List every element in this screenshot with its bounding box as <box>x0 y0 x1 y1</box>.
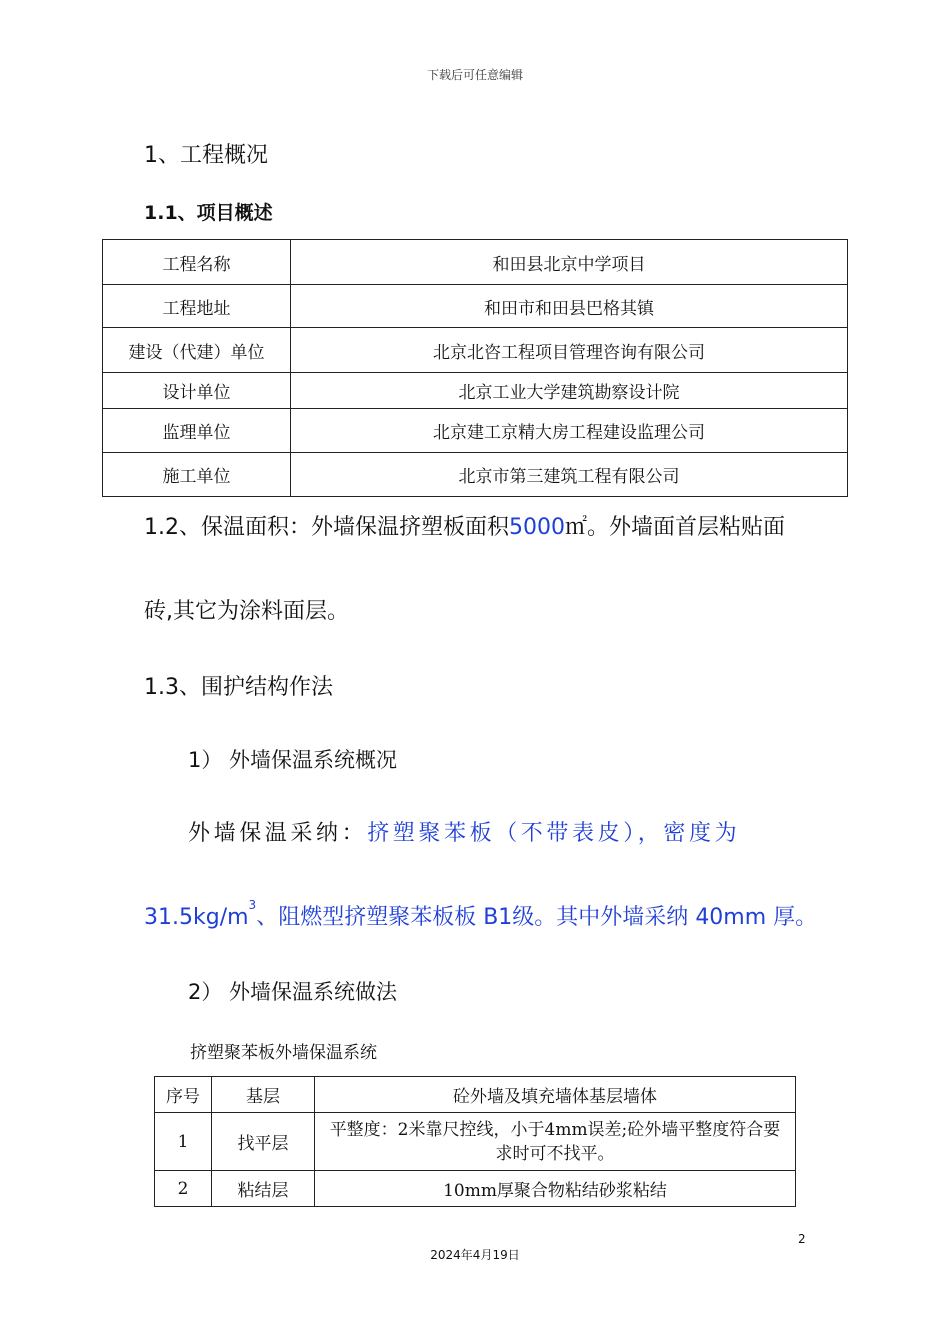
table-caption: 挤塑聚苯板外墙保温系统 <box>190 1043 377 1063</box>
header-cell-layer: 基层 <box>212 1077 315 1113</box>
row-desc: 平整度：2米靠尺控线，小于4mm误差;砼外墙平整度符合要求时可不找平。 <box>315 1113 796 1171</box>
row-value: 和田市和田县巴格其镇 <box>291 285 848 328</box>
project-overview-table <box>102 239 848 497</box>
row-no: 2 <box>155 1171 212 1207</box>
table-row <box>103 285 848 328</box>
table-row <box>103 373 848 409</box>
system-overview-body <box>188 816 740 847</box>
header-cell-no: 序号 <box>155 1077 212 1113</box>
row-value: 北京市第三建筑工程有限公司 <box>291 453 848 497</box>
thickness-value: 40mm <box>695 905 767 930</box>
body-lead: 外墙保温采纳： <box>188 821 368 846</box>
insulation-area-paragraph-cont: 砖,其它为涂料面层。 <box>144 599 349 624</box>
envelope-method-heading: 1.3、围护结构作法 <box>144 675 333 700</box>
row-no: 1 <box>155 1113 212 1171</box>
row-value: 和田县北京中学项目 <box>291 240 848 285</box>
body-material: 挤塑聚苯板（不带表皮），密度为 <box>367 821 741 846</box>
row-label: 设计单位 <box>103 373 291 409</box>
row-value: 北京工业大学建筑勘察设计院 <box>291 373 848 409</box>
body-text: 、阻燃型挤塑聚苯板板 <box>256 905 477 930</box>
row-label: 建设（代建）单位 <box>103 328 291 373</box>
header-cell-desc: 砼外墙及填充墙体基层墙体 <box>315 1077 796 1113</box>
table-row <box>103 453 848 497</box>
table-row <box>155 1113 796 1171</box>
fire-rating: B1 <box>483 905 513 930</box>
page-number: 2 <box>798 1232 806 1246</box>
insulation-system-table <box>154 1076 796 1207</box>
system-overview-body-cont <box>144 900 817 931</box>
row-desc: 10mm厚聚合物粘结砂浆粘结 <box>315 1171 796 1207</box>
row-layer: 找平层 <box>212 1113 315 1171</box>
section-heading: 1、工程概况 <box>144 143 268 168</box>
insulation-area-paragraph <box>144 510 785 541</box>
footer-date: 2024年4月19日 <box>430 1248 520 1262</box>
insulation-area-suffix: 。外墙面首层粘贴面 <box>587 515 786 540</box>
subsection-heading: 1.1、项目概述 <box>144 202 273 224</box>
body-text: 厚。 <box>773 905 818 930</box>
density-exponent: 3 <box>248 898 257 912</box>
header-note: 下载后可任意编辑 <box>426 68 523 82</box>
row-label: 工程地址 <box>103 285 291 328</box>
system-overview-title: 1） 外墙保温系统概况 <box>188 748 398 772</box>
table-row <box>103 328 848 373</box>
density-value: 31.5kg/m <box>144 905 249 930</box>
body-text: 级。其中外墙采纳 <box>512 905 689 930</box>
row-label: 监理单位 <box>103 409 291 453</box>
insulation-area-value: 5000 <box>509 515 565 540</box>
system-method-title: 2） 外墙保温系统做法 <box>188 980 398 1004</box>
row-value: 北京建工京精大房工程建设监理公司 <box>291 409 848 453</box>
row-label: 工程名称 <box>103 240 291 285</box>
insulation-area-unit: ㎡ <box>565 515 588 540</box>
row-label: 施工单位 <box>103 453 291 497</box>
table-row <box>103 240 848 285</box>
table-row <box>155 1171 796 1207</box>
row-value: 北京北咨工程项目管理咨询有限公司 <box>291 328 848 373</box>
table-row <box>103 409 848 453</box>
table-header-row <box>155 1077 796 1113</box>
row-layer: 粘结层 <box>212 1171 315 1207</box>
insulation-area-prefix: 1.2、保温面积：外墙保温挤塑板面积 <box>144 515 509 540</box>
